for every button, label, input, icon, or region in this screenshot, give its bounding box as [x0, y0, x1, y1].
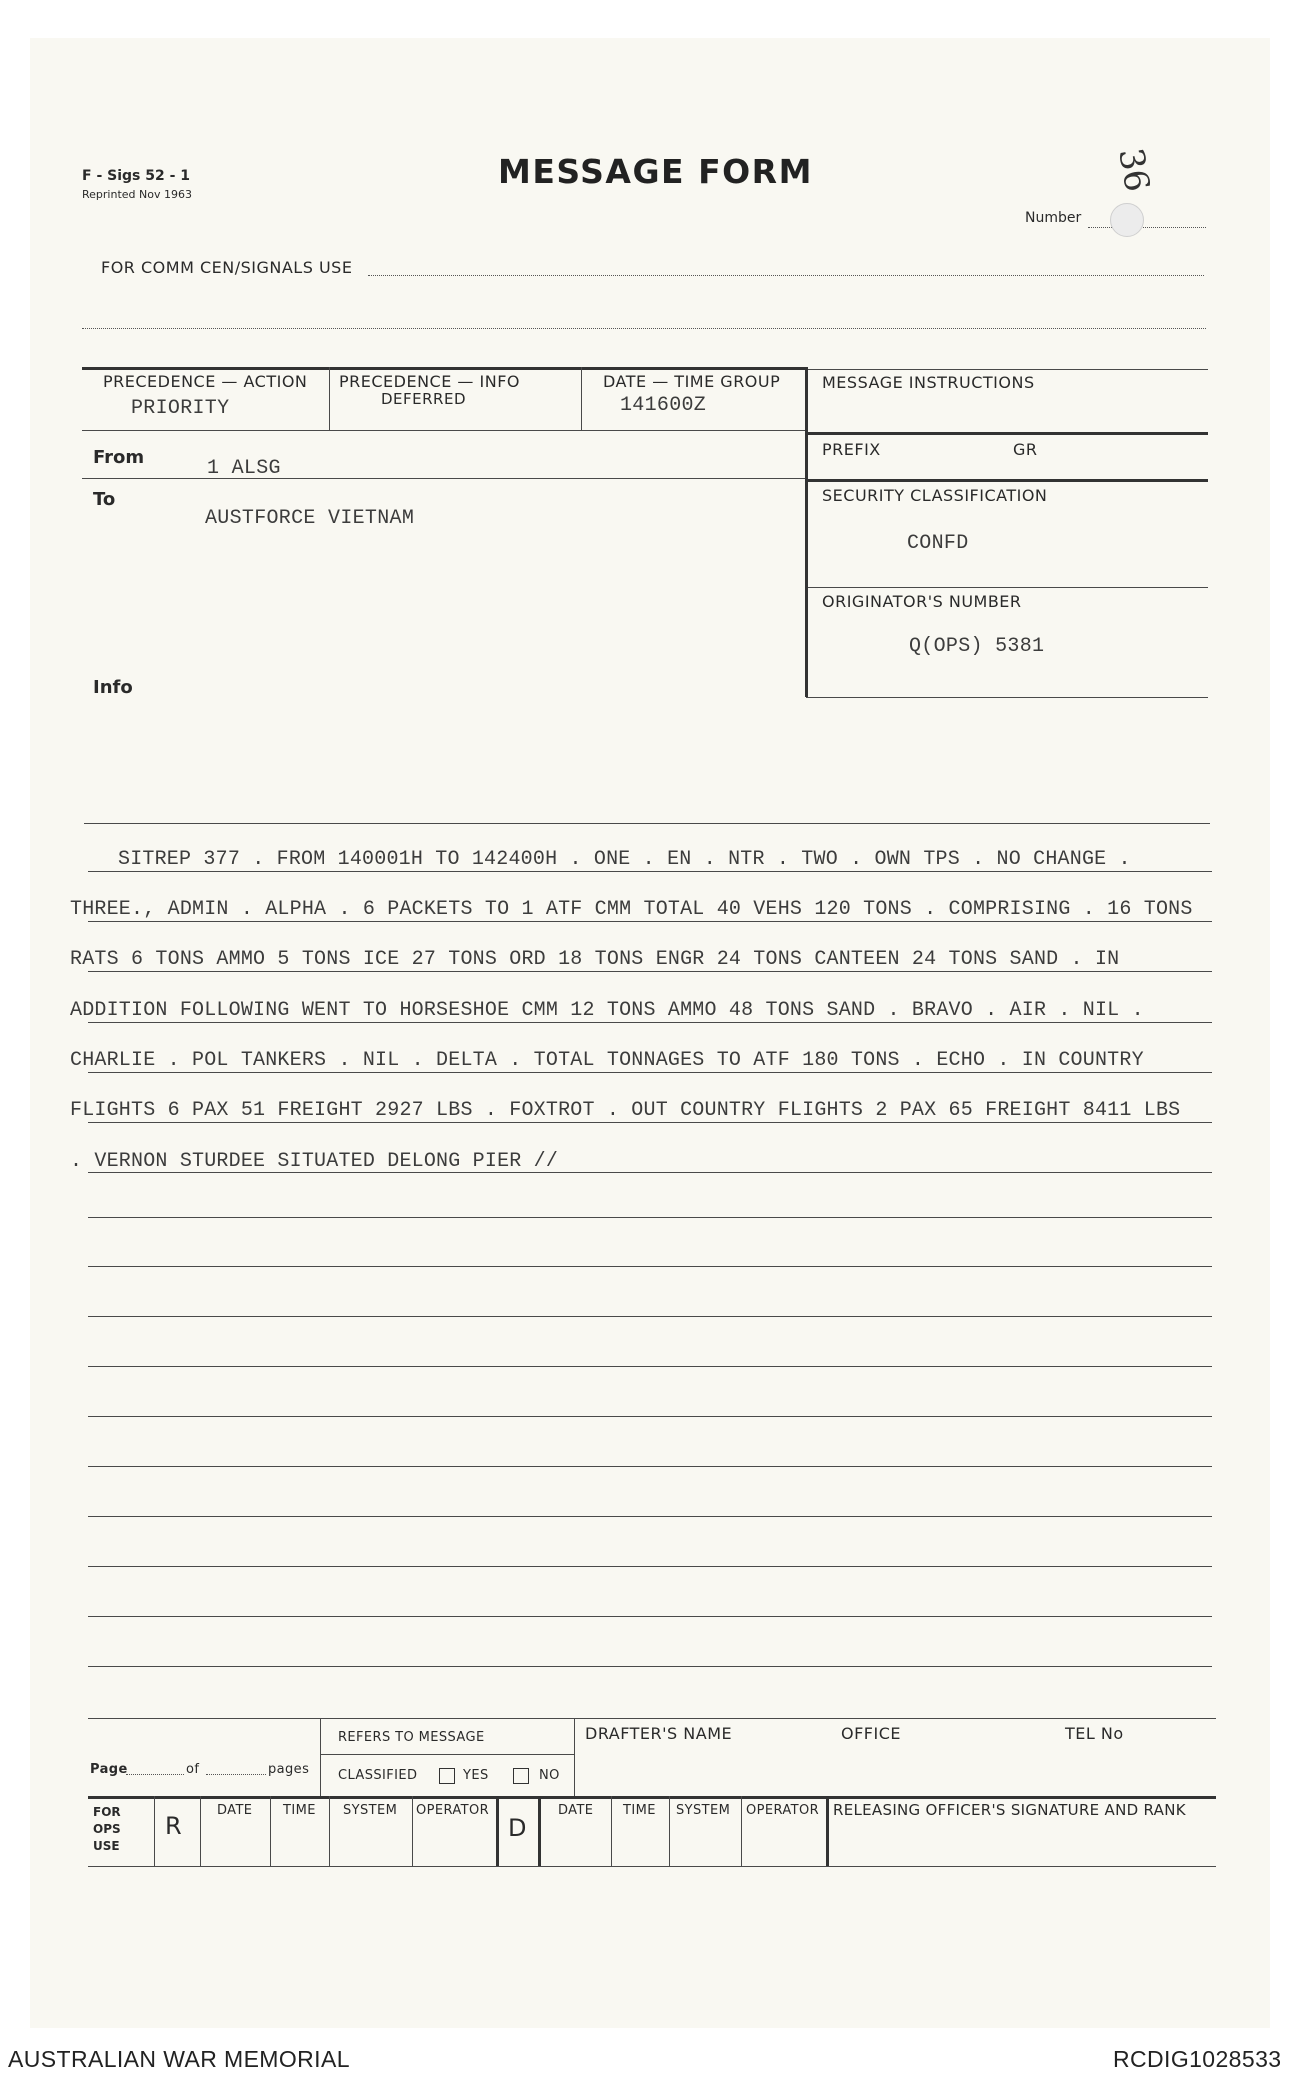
d-operator-label: OPERATOR [746, 1803, 820, 1818]
rule-10 [88, 1316, 1212, 1317]
security-value: CONFD [907, 532, 969, 555]
punch-hole [1110, 203, 1144, 237]
grid-prefix-bottom [806, 479, 1208, 482]
prefix-label: PREFIX [822, 440, 881, 459]
bottom-v-drafter [574, 1718, 575, 1796]
classified-label: CLASSIFIED [338, 1768, 418, 1783]
message-top-rule [84, 823, 1210, 824]
page-label: Page [90, 1762, 128, 1777]
rule-3 [88, 971, 1212, 972]
no-label: NO [539, 1768, 560, 1783]
message-line-1: SITREP 377 . FROM 140001H TO 142400H . ONE . EN . NTR . TWO . OWN TPS . NO CHANGE . [118, 848, 1131, 871]
bottom-v-refers [320, 1718, 321, 1796]
rule-14 [88, 1516, 1212, 1517]
ops-v4 [329, 1796, 330, 1866]
precedence-action-label: PRECEDENCE — ACTION [103, 372, 308, 391]
message-instructions-label: MESSAGE INSTRUCTIONS [822, 373, 1035, 392]
classified-yes-checkbox[interactable] [439, 1768, 455, 1784]
to-value: AUSTFORCE VIETNAM [205, 507, 415, 530]
message-line-5: CHARLIE . POL TANKERS . NIL . DELTA . TOTAL TONNAGES TO ATF 180 TONS . ECHO . IN COUNTRY [70, 1049, 1144, 1072]
yes-label: YES [463, 1768, 489, 1783]
rule-16 [88, 1616, 1212, 1617]
number-field-line [1088, 227, 1206, 228]
rule-2 [88, 921, 1212, 922]
precedence-info-label: PRECEDENCE — INFO [339, 372, 520, 391]
refers-label: REFERS TO MESSAGE [338, 1730, 485, 1745]
message-line-7: . VERNON STURDEE SITUATED DELONG PIER // [70, 1150, 559, 1173]
grid-v2 [581, 367, 582, 430]
form-code: F - Sigs 52 - 1 [82, 168, 191, 184]
ops-bottom-rule [88, 1866, 1216, 1867]
r-time-label: TIME [283, 1803, 316, 1818]
grid-row1-bottom [82, 430, 806, 431]
r-operator-label: OPERATOR [416, 1803, 490, 1818]
ops-v10 [741, 1796, 742, 1866]
gr-label: GR [1013, 440, 1038, 459]
message-line-2: THREE., ADMIN . ALPHA . 6 PACKETS TO 1 ATF CMM TOTAL 40 VEHS 120 TONS . COMPRISING . 16 TONS [70, 898, 1193, 921]
form-reprint: Reprinted Nov 1963 [82, 188, 192, 201]
rule-15 [88, 1566, 1212, 1567]
comm-cen-line-2 [82, 328, 1206, 329]
ops-v1 [154, 1796, 155, 1866]
pages-label: pages [268, 1762, 310, 1777]
dtg-value: 141600Z [620, 394, 707, 417]
rule-17 [88, 1666, 1212, 1667]
tel-label: TEL No [1065, 1724, 1124, 1743]
message-line-6: FLIGHTS 6 PAX 51 FREIGHT 2927 LBS . FOXTROT . OUT COUNTRY FLIGHTS 2 PAX 65 FREIGHT 8411 LBS [70, 1099, 1181, 1122]
releasing-label: RELEASING OFFICER'S SIGNATURE AND RANK [833, 1801, 1186, 1819]
comm-cen-label: FOR COMM CEN/SIGNALS USE [101, 258, 353, 277]
to-label: To [93, 489, 116, 510]
page-number-line [126, 1774, 184, 1775]
r-system-label: SYSTEM [343, 1803, 398, 1818]
grid-v1 [329, 367, 330, 430]
number-label: Number [1025, 210, 1082, 226]
grid-security-bottom [806, 587, 1208, 588]
rule-4 [88, 1022, 1212, 1023]
ops-v3 [270, 1796, 271, 1866]
d-time-label: TIME [623, 1803, 656, 1818]
grid-instr-bottom [806, 432, 1208, 435]
r-date-label: DATE [217, 1803, 253, 1818]
ops-use-label: FOR OPS USE [93, 1805, 121, 1853]
grid-from-bottom [82, 478, 806, 479]
rule-5 [88, 1072, 1212, 1073]
rule-1 [88, 871, 1212, 872]
ops-v6 [496, 1796, 499, 1866]
ops-v5 [412, 1796, 413, 1866]
form-title: MESSAGE FORM [498, 152, 813, 191]
footer-source: AUSTRALIAN WAR MEMORIAL [8, 2046, 350, 2072]
rule-6 [88, 1122, 1212, 1123]
precedence-action-value: PRIORITY [131, 397, 230, 420]
ops-v8 [611, 1796, 612, 1866]
originator-label: ORIGINATOR'S NUMBER [822, 592, 1022, 611]
comm-cen-line-1 [368, 275, 1204, 276]
grid-top-left [82, 367, 806, 370]
of-label: of [186, 1762, 200, 1777]
r-label: R [165, 1812, 182, 1840]
office-label: OFFICE [841, 1724, 901, 1743]
grid-top-right [806, 369, 1208, 370]
d-date-label: DATE [558, 1803, 594, 1818]
ops-v11 [826, 1796, 829, 1866]
handwritten-number: 36 [1110, 145, 1158, 195]
d-system-label: SYSTEM [676, 1803, 731, 1818]
message-line-4: ADDITION FOLLOWING WENT TO HORSESHOE CMM 12 TONS AMMO 48 TONS SAND . BRAVO . AIR . NIL . [70, 999, 1144, 1022]
precedence-info-value: DEFERRED [381, 390, 467, 408]
security-label: SECURITY CLASSIFICATION [822, 486, 1048, 505]
page-total-line [206, 1774, 266, 1775]
grid-v3 [805, 367, 808, 697]
classified-no-checkbox[interactable] [513, 1768, 529, 1784]
rule-9 [88, 1266, 1212, 1267]
message-line-3: RATS 6 TONS AMMO 5 TONS ICE 27 TONS ORD 18 TONS ENGR 24 TONS CANTEEN 24 TONS SAND . IN [70, 948, 1120, 971]
ops-v7 [538, 1796, 541, 1866]
d-label: D [508, 1814, 527, 1842]
rule-7 [88, 1172, 1212, 1173]
ops-top-rule [88, 1796, 1216, 1799]
dtg-label: DATE — TIME GROUP [603, 372, 781, 391]
footer-id: RCDIG1028533 [1113, 2046, 1282, 2072]
rule-13 [88, 1466, 1212, 1467]
info-label: Info [93, 677, 133, 698]
drafter-label: DRAFTER'S NAME [585, 1724, 733, 1743]
rule-11 [88, 1366, 1212, 1367]
bottom-top-rule [88, 1718, 1216, 1719]
rule-12 [88, 1416, 1212, 1417]
from-value: 1 ALSG [207, 457, 281, 480]
ops-v2 [200, 1796, 201, 1866]
rule-8 [88, 1217, 1212, 1218]
originator-value: Q(OPS) 5381 [909, 635, 1045, 658]
grid-originator-bottom [806, 697, 1208, 698]
refers-divider [320, 1754, 574, 1755]
ops-v9 [669, 1796, 670, 1866]
from-label: From [93, 447, 145, 468]
